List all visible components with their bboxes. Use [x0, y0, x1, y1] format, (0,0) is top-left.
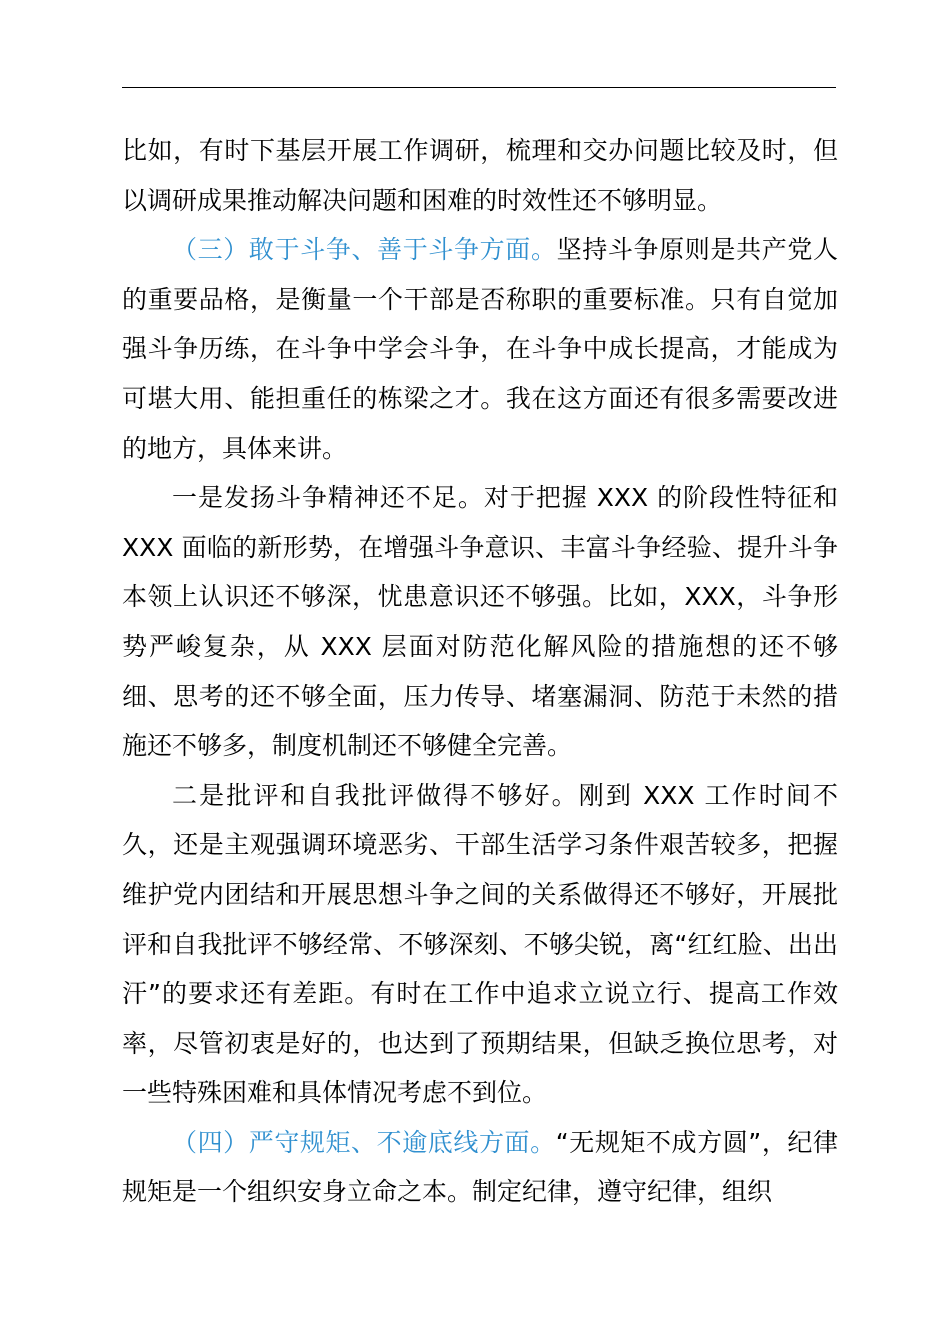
paragraph-2 [122, 225, 838, 473]
paragraph-1-text: 比如，有时下基层开展工作调研，梳理和交办问题比较及时，但以调研成果推动解决问题和困难的时效性还不够明显。 [122, 136, 838, 215]
section-heading-3: （三）敢于斗争、善于斗争方面。 [172, 235, 557, 265]
paragraph-2-text: 坚持斗争原则是共产党人的重要品格，是衡量一个干部是否称职的重要标准。只有自觉加强斗争历练，在斗争中学会斗争，在斗争中成长提高，才能成为可堪大用、能担重任的栋梁之才。我在这方面还有很多需要改进的地方，具体来讲。 [122, 235, 838, 463]
paragraph-5 [122, 1118, 838, 1217]
document-body [122, 126, 838, 1217]
paragraph-3 [122, 473, 838, 771]
paragraph-3-text: 一是发扬斗争精神还不足。对于把握 XXX 的阶段性特征和 XXX 面临的新形势，在增强斗争意识、丰富斗争经验、提升斗争本领上认识还不够深，忧患意识还不够强。比如，XXX，斗争形势严峻复杂，从 XXX 层面对防范化解风险的措施想的还不够细、思考的还不够全面，压力传导、堵塞漏洞、防范于未然的措施还不够多，制度机制还不够健全完善。 [122, 483, 838, 761]
paragraph-4 [122, 771, 838, 1118]
section-heading-4: （四）严守规矩、不逾底线方面。 [172, 1127, 556, 1157]
paragraph-1 [122, 126, 838, 225]
paragraph-5-text: “无规矩不成方圆”，纪律规矩是一个组织安身立命之本。制定纪律，遵守纪律，组织 [122, 1127, 838, 1207]
paragraph-4-text: 二是批评和自我批评做得不够好。刚到 XXX 工作时间不久，还是主观强调环境恶劣、干部生活学习条件艰苦较多，把握维护党内团结和开展思想斗争之间的关系做得还不够好，开展批评和自我批评不够经常、不够深刻、不够尖锐，离“红红脸、出出汗”的要求还有差距。有时在工作中追求立说立行、提高工作效率，尽管初衷是好的，也达到了预期结果，但缺乏换位思考，对一些特殊困难和具体情况考虑不到位。 [122, 780, 838, 1108]
header-rule [122, 87, 836, 88]
